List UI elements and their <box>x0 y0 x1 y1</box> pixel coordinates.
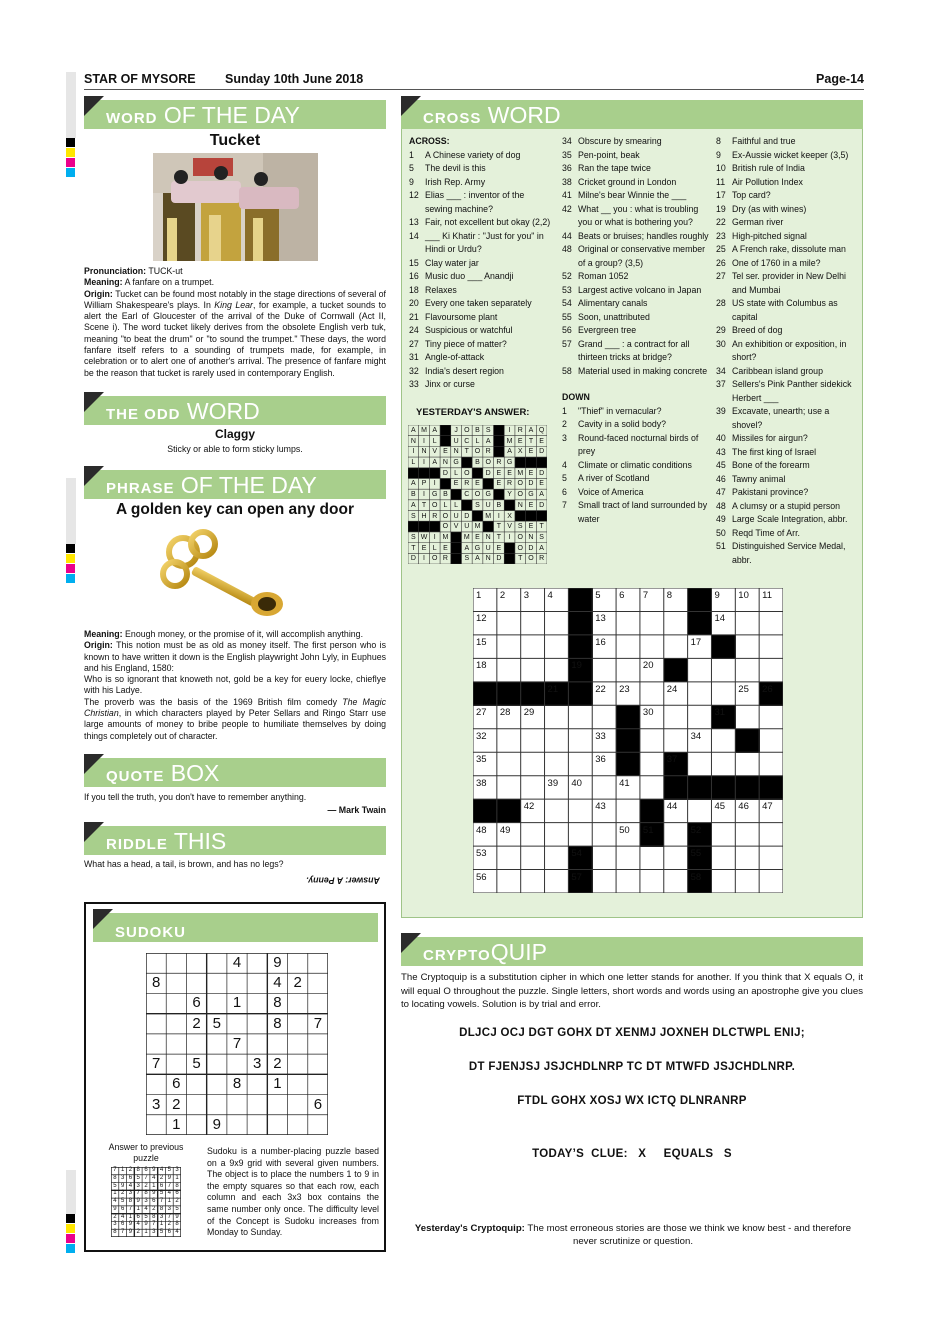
crossword-clue: 31 Angle-of-attack <box>409 352 485 362</box>
crossword-cell-number: 46 <box>738 801 749 813</box>
sudoku-row: 1 9 <box>172 1115 221 1133</box>
crossword-clue: 40 Missiles for airgun? <box>716 433 808 443</box>
answer-row: T E L E A G U E O D A <box>411 544 544 552</box>
color-mark <box>66 544 75 553</box>
crossword-clue: 41 Milne's bear Winnie the ___ <box>562 190 687 200</box>
phrase-banner: PHRASE OF THE DAY <box>84 470 386 499</box>
crossword-cell-number: 18 <box>476 660 487 672</box>
crossword-clue: 47 Pakistani province? <box>716 487 809 497</box>
crossword-cell-number: 37 <box>666 754 678 766</box>
crossword-clue: 18 Relaxes <box>409 284 457 295</box>
cryptoquip-banner: CRYPTOQUIP <box>401 937 863 966</box>
crossword-clue: 56 Evergreen tree <box>562 325 637 335</box>
crossword-clue: 38 Cricket ground in London <box>562 176 677 187</box>
crossword-cell-number: 26 <box>762 683 773 695</box>
crossword-cell-number: 21 <box>547 683 559 695</box>
crossword-clue: 28 US state with Columbus as capital <box>716 298 838 322</box>
riddle-banner: RIDDLE THIS <box>84 826 386 855</box>
crossword-clue: 13 Fair, not excellent but okay (2,2) <box>409 217 551 227</box>
crossword-cell-number: 41 <box>619 777 630 789</box>
sudoku-row: 8 4 2 <box>151 974 302 992</box>
crossword-cell-number: 20 <box>642 660 654 672</box>
crossword-cell-number: 12 <box>476 613 487 625</box>
crossword-clue: 43 The first king of Israel <box>716 446 817 457</box>
quote-author: — Mark Twain <box>327 805 386 815</box>
sudoku-row: 1 2 3 7 8 9 5 4 6 <box>113 1190 179 1197</box>
crossword-clue: 39 Excavate, unearth; use a shovel? <box>716 406 830 430</box>
crossword-cell-number: 53 <box>476 848 487 860</box>
crossword-clue: 16 Music duo ___ Anandji <box>409 271 514 281</box>
riddle-answer: Answer: A Penny. <box>306 875 380 886</box>
issue-date: Sunday 10th June 2018 <box>225 72 364 86</box>
crossword-clue: 21 Flavoursome plant <box>409 311 498 322</box>
crossword-cell-number: 6 <box>619 590 625 601</box>
margin-bar <box>66 478 76 544</box>
crossword-clue: 36 Ran the tape twice <box>562 163 651 173</box>
answer-row: A M A J O B S I R A Q <box>411 427 545 434</box>
cryptoquip-yesterday: Yesterday's Cryptoquip: The most erroneous stories are those we think we know best - and therefore never scrutinize or question. <box>414 1223 852 1247</box>
word-of-day-text: Pronunciation: TUCK-ut Meaning: A fanfare on a trumpet. Origin: Tucket can be found most notably in the stage directions of several of William Shakespeare's plays. In King Lear, for example, a tucket sounds to alert the Earl of Gloucester of the arrival of the Duke of Cornwall (Act II, Scene i). The word tucket likely derives from the obsolete English verb tuk, meaning "to beat the drum" or "to sound the trumpet." These days, the word fanfare itself refers to a sounding of trumpets made, for example, in celebration or to alert one of another's arrival. The presence of fanfare might be the reason that tucket is rarely used in contemporary English. <box>84 266 386 378</box>
crossword-clue: 52 Roman 1052 <box>562 271 629 281</box>
crossword-clue: 55 Soon, unattributed <box>562 311 650 322</box>
crossword-cell-number: 45 <box>714 801 726 813</box>
sudoku-row: 7 1 2 8 6 9 4 5 3 <box>113 1167 179 1173</box>
color-mark <box>66 554 75 563</box>
sudoku-banner: SUDOKU <box>93 913 378 942</box>
answer-row: D L O D E E M E D <box>442 469 545 477</box>
crossword-clue: 19 Dry (as with wines) <box>716 203 807 214</box>
crossword-clue: 26 One of 1760 in a mile? <box>716 257 821 268</box>
crossword-clue: 2 Cavity in a solid body? <box>562 419 667 429</box>
page-number: Page-14 <box>816 72 864 86</box>
crossword-cell-number: 7 <box>642 590 649 601</box>
color-mark <box>66 138 75 147</box>
crossword-clue: 20 Every one taken separately <box>409 298 532 308</box>
crossword-cell-number: 11 <box>762 590 773 601</box>
crossword-cell-number: 56 <box>476 871 487 883</box>
crossword-clue: 54 Alimentary canals <box>562 298 648 308</box>
crossword-clue: 45 Bone of the forearm <box>716 460 810 470</box>
crossword-clue: 42 What __ you : what is troubling you or what is bothering you? <box>562 203 699 227</box>
crossword-cell-number: 58 <box>690 871 702 883</box>
crossword-clue: 5 A river of Scotland <box>562 473 650 483</box>
word-of-day-word: Tucket <box>209 132 261 149</box>
cryptoquip-line-2: DT FJENJSJ JSJCHDLNRP TC DT MTWFD JSJCHDLNRP. <box>468 1061 796 1073</box>
yesterday-answer-grid <box>408 425 547 564</box>
sudoku-row: 6 1 8 <box>192 994 282 1012</box>
color-mark <box>66 1224 75 1233</box>
crossword-cell-number: 4 <box>547 590 553 601</box>
answer-row: O V U M T V S E T <box>442 523 544 531</box>
crossword-clue: 7 Small tract of land surrounded by water <box>562 500 708 524</box>
crossword-cell-number: 1 <box>476 590 482 601</box>
answer-row: S W I M M E N T I O N S <box>411 533 544 541</box>
color-mark <box>66 168 75 177</box>
down-clues-col3 <box>716 135 861 567</box>
crossword-clue: 1 A Chinese variety of dog <box>409 149 521 160</box>
crossword-clue: 34 Obscure by smearing <box>562 136 662 146</box>
cryptoquip-clue: TODAY’S CLUE: X EQUALS S <box>532 1148 732 1160</box>
crossword-clue: 3 Round-faced nocturnal birds of prey <box>562 432 699 456</box>
crossword-cell-number: 54 <box>571 848 582 860</box>
crossword-clue: 1 "Thief" in vernacular? <box>562 405 662 416</box>
trumpeters-with-banners-picture <box>153 153 318 261</box>
across-clues-col2: 34 Obscure by smearing 35 Pen-point, beak 36 Ran the tape twice 38 Cricket ground in London 41 Milne's bear Winnie the ___ 42 What __ you : what is troubling you or what is bothering you? 44 Beats or bruises; handles roughly 48 Original or conservative member of a group? (3,5) 52 Roman 1052 53 Largest active volcano in Japan 54 Alimentary canals 55 Soon, unattributed 56 Evergreen tree 57 Grand ___ : a contract for all thirteen tricks at bridge? 58 Material used in making concrete DOWN 1 "Thief" in vernacular? 2 Cavity in a solid body? 3 Round-faced nocturnal birds of prey 4 Climate or climatic conditions 5 A river of Scotland 6 Voice of America 7 Small tract of land surrounded by water <box>562 135 710 526</box>
crossword-cell-number: 42 <box>523 801 535 813</box>
crossword-cell-number: 27 <box>476 707 487 719</box>
crossword-clue: 5 The devil is this <box>409 163 486 173</box>
crossword-cell-number: 16 <box>595 636 606 648</box>
crossword-clue: 14 ___ Ki Khatir : "Just for you" in Hindi or Urdu? <box>409 230 544 254</box>
crossword-cell-number: 8 <box>666 590 673 601</box>
crossword-cell-number: 47 <box>762 801 773 813</box>
crossword-cell-number: 19 <box>571 660 582 672</box>
crossword-clue: 32 India's desert region <box>409 365 504 376</box>
crossword-cell-number: 40 <box>571 777 582 789</box>
odd-word-word: Claggy <box>214 427 255 441</box>
crossword-clue: 22 German river <box>716 217 784 227</box>
quote-text: If you tell the truth, you don't have to remember anything. <box>84 792 307 802</box>
crossword-cell-number: 15 <box>476 636 487 648</box>
color-mark <box>66 1244 75 1253</box>
sudoku-description: Sudoku is a number-placing puzzle based on a 9x9 grid with several given numbers. The object is to place the numbers 1 to 9 in the empty squares so that each row, each column and each 3x3 box contains the same number only once. The difficulty level of the Concept is Sudoku increases from Monday to Sunday. <box>207 1146 379 1238</box>
sudoku-row: 7 <box>232 1034 242 1052</box>
crossword-clue: 27 Tel ser. provider in New Delhi and Mumbai <box>716 271 846 295</box>
sudoku-row: 2 4 1 6 5 8 3 7 9 <box>113 1213 179 1220</box>
crossword-clue: 37 Sellers's Pink Panther sidekick Herbert ___ <box>716 379 852 403</box>
crossword-cell-number: 44 <box>666 801 678 813</box>
answer-row: L I A N G B O R G <box>411 459 513 467</box>
sudoku-grid <box>146 953 328 1135</box>
crossword-clue: 48 A clumsy or a stupid person <box>716 500 841 511</box>
margin-bar <box>66 1170 76 1214</box>
answer-row: A P I E R E E R O D E <box>411 480 544 488</box>
crossword-cell-number: 32 <box>476 730 487 742</box>
crossword-clue: 9 Ex-Aussie wicket keeper (3,5) <box>716 149 849 160</box>
crossword-clue: 17 Top card? <box>716 190 771 200</box>
crossword-clue: 53 Largest active volcano in Japan <box>562 284 702 295</box>
sudoku-row: 4 5 8 9 3 6 7 1 2 <box>113 1198 179 1205</box>
page-header <box>84 72 864 88</box>
crossword-clue: 48 Original or conservative member of a group? (3,5) <box>562 244 706 268</box>
answer-row: A T O L L S U B N E D <box>411 501 545 509</box>
answer-row: S H R O U D M I X <box>411 512 512 520</box>
crossword-cell-number: 55 <box>690 848 702 860</box>
crossword-cell-number: 43 <box>595 801 606 813</box>
crossword-cell-number: 24 <box>666 683 678 695</box>
paper-name: STAR OF MYSORE <box>84 72 196 86</box>
crossword-cell-number: 48 <box>476 824 487 836</box>
color-mark <box>66 148 75 157</box>
crossword-cell-number: 3 <box>523 590 529 601</box>
crossword-clue: 23 High-pitched signal <box>716 230 807 241</box>
phrase-text-body: Meaning: Enough money, or the promise of it, will accomplish anything. Origin: This notion must be as old as money itself. The first person who is known to have written it down is the English playwright John Lyly, in Euphues and his England, 1580: Who is so ignorant that knoweth not, gold be a key for euery locke, chieflye with his Ladye. The proverb was the basis of the 1969 British film comedy The Magic Christian, in which characters played by Peter Sellars and Ringo Starr use large amounts of money to bribe people to humiliate themselves by doing things completely out of character. <box>84 629 386 741</box>
crossword-clue: 46 Tawny animal <box>716 473 786 484</box>
crossword-clue: 10 British rule of India <box>716 163 805 173</box>
crossword-cell-number: 51 <box>642 824 654 836</box>
crossword-clue: 49 Large Scale Integration, abbr. <box>716 514 848 524</box>
sudoku-row: 2 5 8 7 <box>192 1014 323 1032</box>
cryptoquip-intro: The Cryptoquip is a substitution cipher in which one letter stands for another. If you think that X equals O, it will equal O throughout the puzzle. Single letters, short words and words using an apostrophe give you clues to locating vowels. Solution is by trial and error. <box>401 972 863 1010</box>
sudoku-row: 6 8 1 <box>172 1075 282 1093</box>
crossword-clue: 57 Grand ___ : a contract for all thirteen tricks at bridge? <box>562 338 690 362</box>
crossword-clue: 25 A French rake, dissolute man <box>716 244 846 254</box>
sudoku-row: 9 6 7 1 4 2 8 3 5 <box>113 1205 179 1212</box>
crossword-clue: 44 Beats or bruises; handles roughly <box>562 230 709 241</box>
answer-row: N I L U C L A M E T E <box>410 437 544 445</box>
crossword-clue: 34 Caribbean island group <box>716 365 823 376</box>
crossword-cell-number: 9 <box>714 590 720 601</box>
crossword-clue: 27 Tiny piece of matter? <box>409 338 507 349</box>
crossword-cell-number: 30 <box>642 707 654 719</box>
quote-banner: QUOTE BOX <box>84 758 386 787</box>
answer-row: I N V E N T O R A X E D <box>412 448 545 456</box>
crossword-clue: 9 Irish Rep. Army <box>409 176 486 187</box>
crossword-cell-number: 38 <box>476 777 487 789</box>
cryptoquip-line-1: DLJCJ OCJ DGT GOHX DT XENMJ JOXNEH DLCTWPL ENIJ; <box>459 1027 805 1039</box>
crossword-cell-number: 2 <box>499 590 506 601</box>
answer-row: B I G B C O G Y O G A <box>411 491 544 499</box>
crossword-cell-number: 36 <box>595 754 606 766</box>
crossword-cell-number: 10 <box>738 590 749 601</box>
color-mark <box>66 1234 75 1243</box>
crossword-cell-number: 50 <box>619 824 630 836</box>
crossword-cell-number: 52 <box>690 824 702 836</box>
sudoku-answer-grid <box>111 1167 181 1237</box>
crossword-cell-number: 33 <box>595 730 606 742</box>
margin-bar <box>66 72 76 138</box>
crossword-cell-number: 29 <box>523 707 535 719</box>
golden-key-picture <box>155 526 290 626</box>
sudoku-answer-title: Answer to previous puzzle <box>108 1142 184 1163</box>
crossword-cell-number: 22 <box>595 683 606 695</box>
crossword-clue: 12 Elias ___ : inventor of the sewing machine? <box>409 190 525 214</box>
yesterday-answer-label: YESTERDAY'S ANSWER: <box>416 407 530 418</box>
crossword-clue: 58 Material used in making concrete <box>562 365 708 376</box>
sudoku-row: 8 3 6 5 7 4 2 9 1 <box>113 1174 179 1181</box>
crossword-grid <box>473 588 783 893</box>
sudoku-row: 8 7 9 2 1 3 5 6 4 <box>113 1229 179 1236</box>
crossword-clue: 29 Breed of dog <box>716 325 783 335</box>
crossword-cell-number: 35 <box>476 754 487 766</box>
crossword-cell-number: 31 <box>714 707 726 719</box>
sudoku-row: 3 2 6 <box>151 1095 323 1113</box>
crossword-cell-number: 17 <box>690 636 702 648</box>
crossword-cell-number: 34 <box>690 730 702 742</box>
color-mark <box>66 574 75 583</box>
answer-row: D I O R S A N D T O R <box>410 555 545 563</box>
crossword-cell-number: 49 <box>499 824 511 836</box>
sudoku-row: 7 5 3 2 <box>151 1055 282 1073</box>
sudoku-row: 4 9 <box>232 954 282 971</box>
across-clues-col1: ACROSS: 1 A Chinese variety of dog 5 The devil is this 9 Irish Rep. Army 12 Elias ___ : inventor of the sewing machine? 13 Fair, not excellent but okay (2,2) 14 ___ Ki Khatir : "Just for you" in Hindi or Urdu? 15 Clay water jar 16 Music duo ___ Anandji 18 Relaxes 20 Every one taken separately 21 Flavoursome plant 24 Suspicious or watchful 27 Tiny piece of matter? 31 Angle-of-attack 32 India's desert region 33 Jinx or curse <box>409 135 554 392</box>
crossword-cell-number: 13 <box>595 613 606 625</box>
crossword-cell-number: 57 <box>571 871 582 883</box>
crossword-clue: 35 Pen-point, beak <box>562 149 640 160</box>
crossword-clue: 24 Suspicious or watchful <box>409 325 513 335</box>
crossword-cell-number: 28 <box>499 707 511 719</box>
odd-word-definition: Sticky or able to form sticky lumps. <box>167 444 303 454</box>
crossword-cell-number: 25 <box>738 683 749 695</box>
crossword-clue: 30 An exhibition or exposition, in short? <box>716 338 847 362</box>
crossword-clue: 8 Faithful and true <box>716 136 796 146</box>
crossword-cell-number: 14 <box>714 613 726 625</box>
crossword-clue: 11 Air Pollution Index <box>716 176 803 187</box>
header-rule <box>84 89 864 90</box>
crossword-clue: 33 Jinx or curse <box>409 379 475 389</box>
crossword-clue: 51 Distinguished Service Medal, abbr. <box>716 541 846 565</box>
crossword-clue: 4 Climate or climatic conditions <box>562 459 692 470</box>
odd-word-banner: THE ODD WORD <box>84 396 386 425</box>
color-mark <box>66 158 75 167</box>
cryptoquip-line-3: FTDL GOHX XOSJ WX ICTQ DLNRANRP <box>517 1095 747 1107</box>
crossword-clue: 6 Voice of America <box>562 486 644 497</box>
phrase-text: A golden key can open any door <box>116 501 354 518</box>
crossword-clue: 50 Reqd Time of Arr. <box>716 527 800 538</box>
crossword-cell-number: 39 <box>547 777 559 789</box>
color-mark <box>66 564 75 573</box>
crossword-cell-number: 5 <box>595 590 601 601</box>
color-mark <box>66 1214 75 1223</box>
crossword-cell-number: 23 <box>619 683 630 695</box>
sudoku-row: 5 9 4 3 2 1 6 7 8 <box>113 1182 179 1189</box>
crossword-banner: CROSS WORD <box>401 100 863 129</box>
riddle-question: What has a head, a tail, is brown, and has no legs? <box>84 859 284 869</box>
word-of-day-banner: WORD OF THE DAY <box>84 100 386 129</box>
sudoku-row: 3 6 9 4 9 7 1 2 8 <box>113 1221 179 1228</box>
crossword-clue: 15 Clay water jar <box>409 257 479 268</box>
